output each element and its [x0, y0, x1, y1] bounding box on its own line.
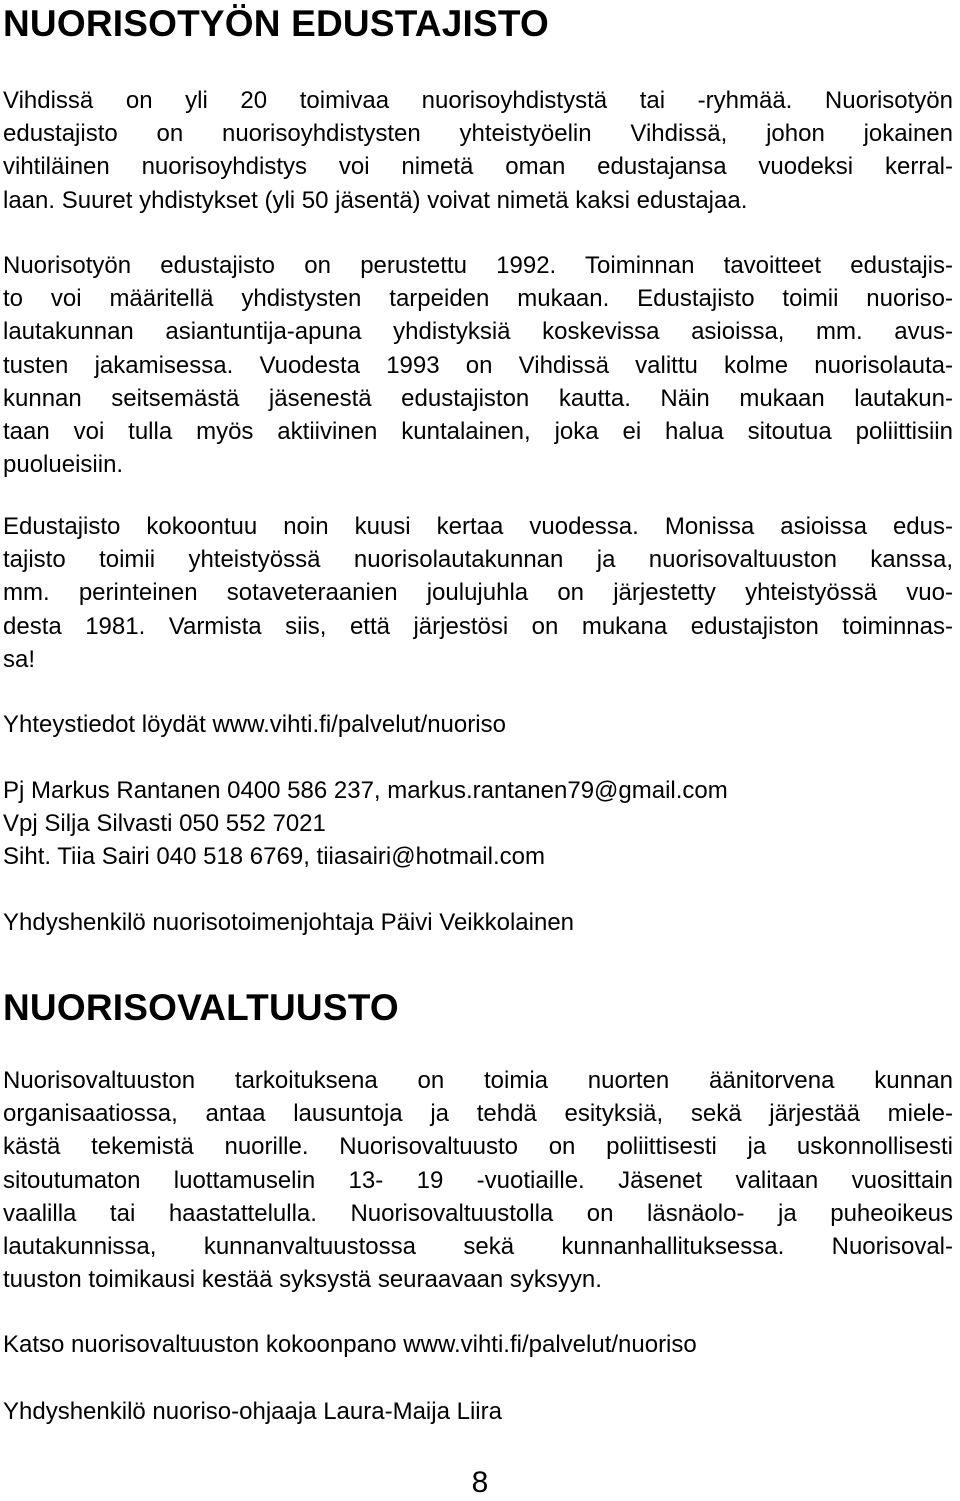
text-line: sa! [3, 645, 36, 673]
text-line: kunnan seitsemästä jäsenestä edustajiston kautta. Näin mukaan lautakun- [3, 384, 953, 412]
contact-vice-chair: Vpj Silja Silvasti 050 552 7021 [3, 810, 326, 837]
text-line: Vihdissä on yli 20 toimivaa nuorisoyhdistystä tai -ryhmää. Nuorisotyön [3, 87, 953, 114]
text-line: desta 1981. Varmista siis, että järjestösi on mukana edustajiston toiminnas- [3, 612, 953, 640]
paragraph-valtuusto-purpose [3, 1064, 953, 1296]
text-line: sitoutumaton luottamuselin 13- 19 -vuotiaille. Jäsenet valitaan vuosittain [3, 1166, 953, 1194]
text-line: tajisto toimii yhteistyössä nuorisolautakunnan ja nuorisovaltuuston kanssa, [3, 546, 953, 574]
text-line: lautakunnan asiantuntija-apuna yhdistyksiä koskevissa asioissa, mm. avus- [3, 318, 953, 346]
text-line: taan voi tulla myös aktiivinen kuntalainen, joka ei halua sitoutua poliittisiin [3, 418, 953, 446]
text-line: vihtiläinen nuorisoyhdistys voi nimetä oman edustajansa vuodeksi kerral- [3, 153, 953, 181]
section-heading-edustajisto: NUORISOTYÖN EDUSTAJISTO [3, 3, 549, 44]
paragraph-edustajisto-intro [3, 84, 953, 217]
contact-person-valtuusto: Yhdyshenkilö nuoriso-ohjaaja Laura-Maija Liira [3, 1398, 502, 1425]
text-line: tusten jakamisessa. Vuodesta 1993 on Vihdissä valittu kolme nuorisolauta- [3, 351, 953, 379]
text-line: tuuston toimikausi kestää syksystä seuraavaan syksyyn. [3, 1266, 602, 1294]
contact-secretary: Siht. Tiia Sairi 040 518 6769, tiiasairi@hotmail.com [3, 843, 545, 870]
text-line: to voi määritellä yhdistysten tarpeiden mukaan. Edustajisto toimii nuoriso- [3, 285, 953, 313]
text-line: edustajisto on nuorisoyhdistysten yhteistyöelin Vihdissä, johon jokainen [3, 120, 953, 148]
composition-link-text: Katso nuorisovaltuuston kokoonpano www.vihti.fi/palvelut/nuoriso [3, 1331, 697, 1358]
text-line: mm. perinteinen sotaveteraanien joulujuhla on järjestetty yhteistyössä vuo- [3, 579, 953, 607]
section-heading-valtuusto: NUORISOVALTUUSTO [3, 987, 399, 1028]
contact-info-link-text: Yhteystiedot löydät www.vihti.fi/palvelut/nuoriso [3, 711, 506, 738]
text-line: laan. Suuret yhdistykset (yli 50 jäsentä) voivat nimetä kaksi edustajaa. [3, 186, 748, 214]
text-line: vaalilla tai haastattelulla. Nuorisovaltuustolla on läsnäolo- ja puheoikeus [3, 1199, 953, 1227]
page-number: 8 [471, 1466, 489, 1499]
contact-person-edustajisto: Yhdyshenkilö nuorisotoimenjohtaja Päivi Veikkolainen [3, 909, 575, 936]
contact-chair: Pj Markus Rantanen 0400 586 237, markus.rantanen79@gmail.com [3, 777, 728, 804]
text-line: puolueisiin. [3, 451, 124, 479]
text-line: kästä tekemistä nuorille. Nuorisovaltuusto on poliittisesti ja uskonnollisesti [3, 1133, 953, 1161]
text-line: Edustajisto kokoontuu noin kuusi kertaa vuodessa. Monissa asioissa edus- [3, 513, 953, 540]
text-line: lautakunnissa, kunnanvaltuustossa sekä kunnanhallituksessa. Nuorisoval- [3, 1233, 953, 1261]
text-line: Nuorisovaltuuston tarkoituksena on toimia nuorten äänitorvena kunnan [3, 1067, 953, 1094]
text-line: Nuorisotyön edustajisto on perustettu 1992. Toiminnan tavoitteet edustajis- [3, 252, 953, 279]
paragraph-edustajisto-history [3, 249, 953, 481]
text-line: organisaatiossa, antaa lausuntoja ja tehdä esityksiä, sekä järjestää miele- [3, 1100, 953, 1128]
paragraph-edustajisto-meetings [3, 510, 953, 676]
